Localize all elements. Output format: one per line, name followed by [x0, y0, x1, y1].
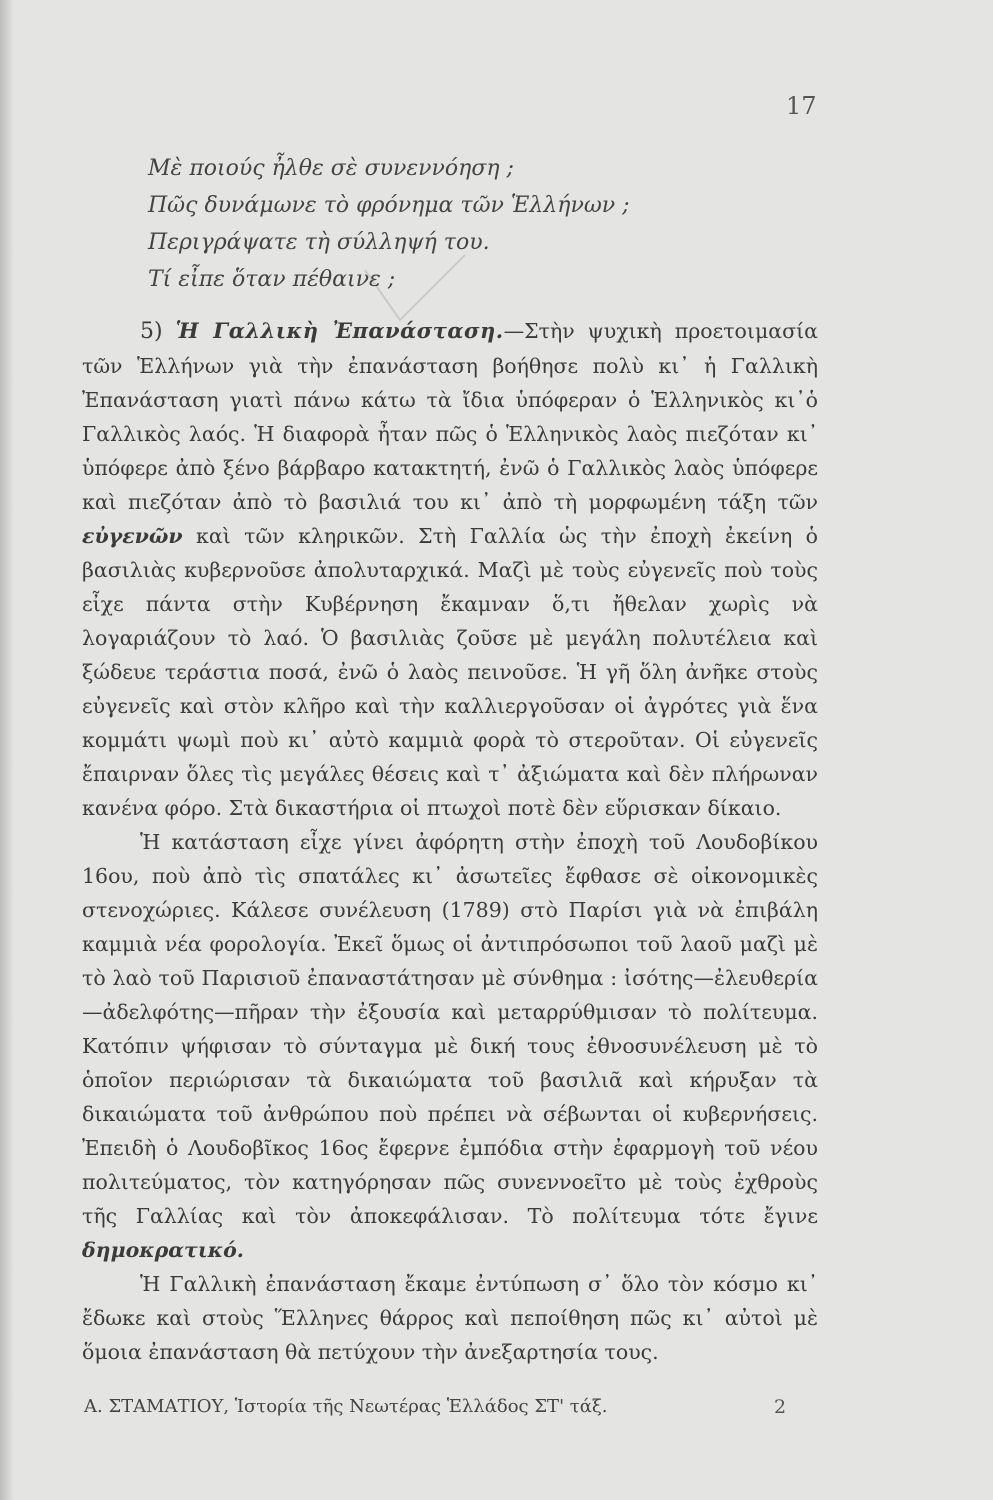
paragraph-text: —Στὴν ψυχικὴ προετοιμασία τῶν Ἑλλήνων γιὰ τὴν ἐπανάσταση βοήθησε πολὺ κι᾽ ἡ Γαλλικὴ Ἐπανάσταση γιατὶ πάνω κάτω τὰ ἴδια ὑπόφεραν ὁ Ἑλληνικὸς κι᾽ὁ Γαλλικὸς λαός. Ἡ διαφορὰ ἦταν πῶς ὁ Ἑλληνικὸς λαὸς πιεζόταν κι᾽ ὑπόφερε ἀπὸ ξένο βάρβαρο κατακτητή, ἐνῶ ὁ Γαλλικὸς λαὸς ὑπόφερε καὶ πιεζόταν ἀπὸ τὸ βασιλιά του κι᾽ ἀπὸ τὴ μορφωμένη τάξη τῶν [82, 319, 818, 514]
emphasized-term: εὐγενῶν [82, 524, 183, 548]
question-line: Περιγράψατε τὴ σύλληψή του. [148, 230, 490, 255]
section-body [82, 314, 818, 1369]
section-title: Ἡ Γαλλικὴ Ἐπανάσταση. [175, 318, 504, 343]
page-edge [0, 0, 14, 1500]
question-line: Πῶς δυνάμωνε τὸ φρόνημα τῶν Ἑλλήνων ; [148, 193, 630, 218]
footer-citation: Α. ΣΤΑΜΑΤΙΟΥ, Ἱστορία τῆς Νεωτέρας Ἑλλάδος ΣΤ' τάξ. [84, 1396, 608, 1417]
paragraph-text: καὶ τῶν κληρικῶν. Στὴ Γαλλία ὡς τὴν ἐποχὴ ἐκείνη ὁ βασιλιὰς κυβερνοῦσε ἀπολυταρχικά. Μαζὶ μὲ τοὺς εὐγενεῖς ποὺ τοὺς εἶχε πάντα στὴν Κυβέρνηση ἔκαμναν ὅ,τι ἤθελαν χωρὶς νὰ λογαριάζουν τὸ λαό. Ὁ βασιλιὰς ζοῦσε μὲ μεγάλη πολυτέλεια καὶ ξώδευε τεράστια ποσά, ἐνῶ ὁ λαὸς πεινοῦσε. Ἡ γῆ ὅλη ἀνῆκε στοὺς εὐγενεῖς καὶ στὸν κλῆρο καὶ τὴν καλλιεργοῦσαν οἱ ἀγρότες γιὰ ἕνα κομμάτι ψωμὶ ποὺ κι᾽ αὐτὸ καμμιὰ φορὰ τὸ στεροῦταν. Οἱ εὐγενεῖς ἔπαιρναν ὅλες τὶς μεγάλες θέσεις καὶ τ᾽ ἀξιώματα καὶ δὲν πλήρωναν κανένα φόρο. Στὰ δικαστήρια οἱ πτωχοὶ ποτὲ δὲν εὕρισκαν δίκαιο. [82, 524, 818, 820]
paragraph-french-revolution-intro [82, 314, 818, 825]
emphasized-term: δημοκρατικό. [82, 1238, 244, 1262]
question-line: Τί εἶπε ὅταν πέθαινε ; [148, 267, 396, 292]
review-questions [148, 150, 848, 298]
section-number: 5) [140, 319, 163, 344]
paragraph-impact: Ἡ Γαλλικὴ ἐπανάσταση ἔκαμε ἐντύπωση σ᾽ ὅλο τὸν κόσμο κι᾽ ἔδωκε καὶ στοὺς Ἕλληνες θάρρος καὶ πεποίθηση πῶς κι᾽ αὐτοὶ μὲ ὅμοια ἐπανάσταση θὰ πετύχουν τὴν ἀνεξαρτησία τους. [82, 1272, 818, 1364]
paragraph-louis-xvi [82, 825, 818, 1267]
sheet-number: 2 [774, 1396, 787, 1418]
paragraph-text: Ἡ κατάσταση εἶχε γίνει ἀφόρητη στὴν ἐποχὴ τοῦ Λουδοβίκου 16ου, ποὺ ἀπὸ τὶς σπατάλες κι᾽ ἀσωτεῖες ἔφθασε σὲ οἰκονομικὲς στενοχώριες. Κάλεσε συνέλευση (1789) στὸ Παρίσι γιὰ νὰ ἐπιβάλη καμμιὰ νέα φορολογία. Ἐκεῖ ὅμως οἱ ἀντιπρόσωποι τοῦ λαοῦ μαζὶ μὲ τὸ λαὸ τοῦ Παρισιοῦ ἐπαναστάτησαν μὲ σύνθημα : ἰσότης—ἐλευθερία—ἀδελφότης—πῆραν τὴν ἐξουσία καὶ μεταρρύθμισαν τὸ πολίτευμα. Κατόπιν ψήφισαν τὸ σύνταγμα μὲ δική τους ἐθνοσυνέλευση μὲ τὸ ὁποῖον περιώρισαν τὰ δικαιώματα τοῦ βασιλιᾶ καὶ κήρυξαν τὰ δικαιώματα τοῦ ἀνθρώπου ποὺ πρέπει νὰ σέβωνται οἱ κυβερνήσεις. Ἐπειδὴ ὁ Λουδοβῖκος 16ος ἔφερνε ἐμπόδια στὴν ἐφαρμογὴ τοῦ νέου πολιτεύματος, τὸν κατηγόρησαν πῶς συνεννοεῖτο μὲ τοὺς ἐχθροὺς τῆς Γαλλίας καὶ τὸν ἀποκεφάλισαν. Τὸ πολίτευμα τότε ἔγινε [82, 830, 818, 1228]
page-number: 17 [786, 92, 817, 120]
question-line: Μὲ ποιούς ἦλθε σὲ συνεννόηση ; [148, 156, 514, 181]
